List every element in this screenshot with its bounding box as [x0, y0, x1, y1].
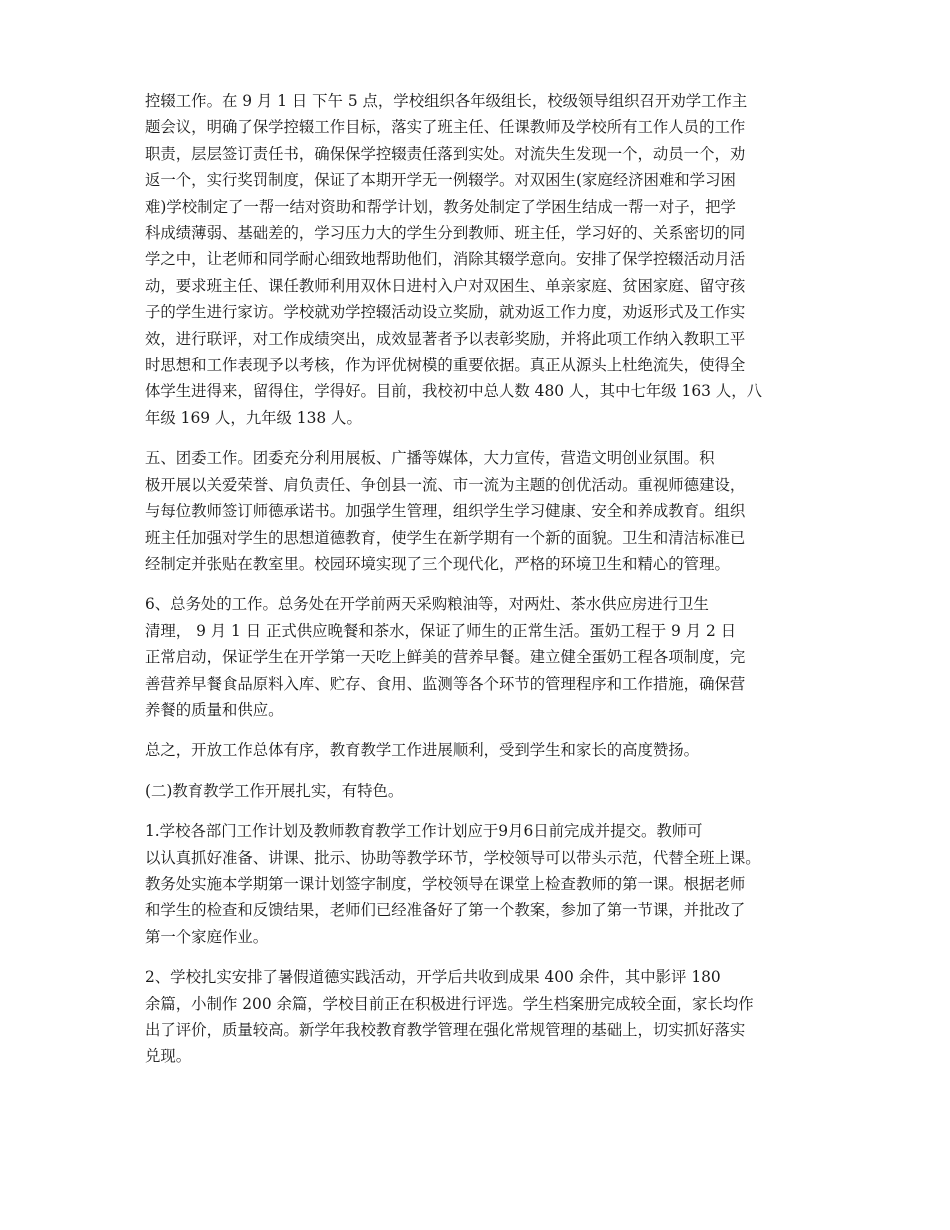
- paragraph-summary: 总之，开放工作总体有序，教育教学工作进展顺利，受到学生和家长的高度赞扬。: [145, 741, 700, 760]
- section-heading-teaching: (二)教育教学工作开展扎实，有特色。: [145, 781, 404, 800]
- paragraph-general-affairs: 6、总务处的工作。总务处在开学前两天采购粮油等，对两灶、茶水供应房进行卫生 清理， 9 月 1 日 正式供应晚餐和茶水，保证了师生的正常生活。蛋奶工程于 9 月 2 日 正常启动，保证学生在开学第一天吃上鲜美的营养早餐。建立健全蛋奶工程各项制度，完 善营养早餐食品原料入库、贮存、食用、监测等各个环节的管理程序和工作措施，确保营 养餐的质量和供应。: [145, 595, 746, 719]
- document-body: [145, 88, 810, 1084]
- paragraph-summer-practice: 2、学校扎实安排了暑假道德实践活动，开学后共收到成果 400 余件，其中影评 180 余篇，小制作 200 余篇，学校目前正在积极进行评选。学生档案册完成较全面，家长均作 出了评价，质量较高。新学年我校教育教学管理在强化常规管理的基础上，切实抓好落实 兑现。: [145, 968, 754, 1066]
- paragraph-youth-league: 五、团委工作。团委充分利用展板、广播等媒体，大力宣传，营造文明创业氛围。积 极开展以关爱荣誉、肩负责任、争创县一流、市一流为主题的创优活动。重视师德建设， 与每位教师签订师德承诺书。加强学生管理，组织学生学习健康、安全和养成教育。组织 班主任加强对学生的思想道德教育，使学生在新学期有一个新的面貌。卫生和清洁标准已 经制定并张贴在教室里。校园环境实现了三个现代化，严格的环境卫生和精心的管理。: [145, 449, 746, 573]
- paragraph-teaching-plans: 1.学校各部门工作计划及教师教育教学工作计划应于9月6日前完成并提交。教师可 以认真抓好准备、讲课、批示、协助等教学环节，学校领导可以带头示范，代替全班上课。 教务处实施本学期第一课计划签字制度，学校领导在课堂上检查教师的第一课。根据老师 和学生的检查和反馈结果，老师们已经准备好了第一个教案，参加了第一节课，并批改了 第一个家庭作业。: [145, 822, 761, 946]
- paragraph-dropout-control: 控辍工作。在 9 月 1 日 下午 5 点，学校组织各年级组长，校级领导组织召开劝学工作主 题会议，明确了保学控辍工作目标，落实了班主任、任课教师及学校所有工作人员的工作 职责，层层签订责任书，确保保学控辍责任落到实处。对流失生发现一个，动员一个，劝 返一个，实行奖罚制度，保证了本期开学无一例辍学。对双困生(家庭经济困难和学习困 难)学校制定了一帮一结对资助和帮学计划，教务处制定了学困生结成一帮一对子，把学 科成绩薄弱、基础差的，学习压力大的学生分到教师、班主任，学习好的、关系密切的同 学之中，让老师和同学耐心细致地帮助他们，消除其辍学意向。安排了保学控辍活动月活 动，要求班主任、课任教师利用双休日进村入户对双困生、单亲家庭、贫困家庭、留守孩 子的学生进行家访。学校就劝学控辍活动设立奖励，就劝返工作力度，劝返形式及工作实 效，进行联评，对工作成绩突出，成效显著者予以表彰奖励，并将此项工作纳入教职工平 时思想和工作表现予以考核，作为评优树模的重要依据。真正从源头上杜绝流失，使得全 体学生进得来，留得住，学得好。目前，我校初中总人数 480 人，其中七年级 163 人，八 年级 169 人，九年级 138 人。: [145, 92, 762, 427]
